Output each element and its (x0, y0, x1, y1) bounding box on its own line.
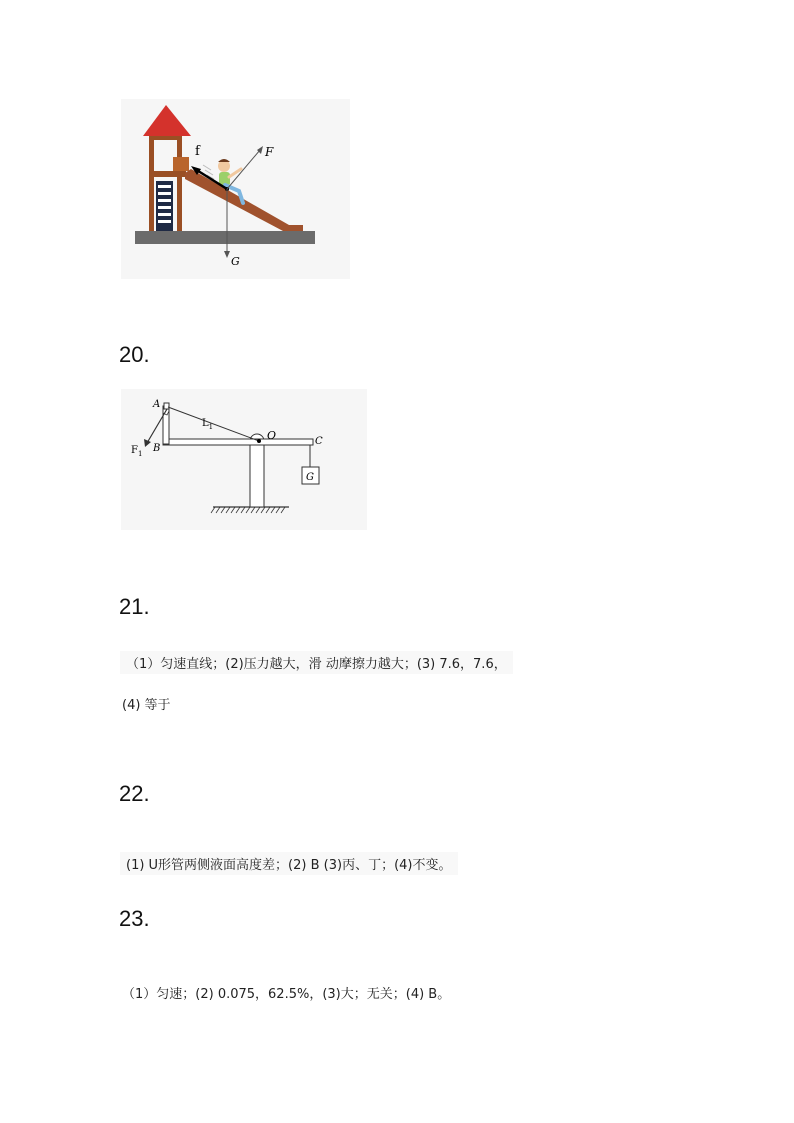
label-weight-G: G (306, 472, 314, 483)
label-f: f (195, 144, 200, 159)
label-F1: $F_1$ (131, 445, 143, 458)
label-L1: $L_1$ (202, 418, 214, 431)
label-A: A (153, 399, 161, 410)
slide-diagram (121, 99, 350, 279)
moment-arm-L1 (168, 407, 259, 441)
label-C: C (315, 436, 323, 447)
tower-roof (143, 105, 191, 136)
answer-22: (1) U形管两侧液面高度差；(2) B (3)丙、丁；(4)不变。 (120, 852, 458, 875)
slide-figure (121, 99, 350, 279)
label-F: F (265, 145, 274, 159)
tower-post-left (149, 136, 154, 231)
ground (135, 231, 315, 244)
answer-23: （1）匀速；(2) 0.075，62.5%，(3)大；无关；(4) B。 (122, 987, 451, 1002)
answer-21-line1: （1）匀速直线；(2)压力越大，滑 动摩擦力越大；(3) 7.6，7.6， (120, 651, 513, 674)
tower-platform (149, 171, 186, 177)
question-number-23: 23. (119, 906, 150, 931)
question-number-21: 21. (119, 594, 150, 619)
tower-post-right (177, 136, 182, 231)
lever-diagram (121, 389, 367, 530)
label-G: G (231, 255, 240, 268)
label-B: B (153, 443, 161, 454)
question-number-22: 22. (119, 781, 150, 806)
lever-figure (121, 389, 367, 530)
lever-bar (163, 439, 313, 445)
answer-21-line2: (4) 等于 (122, 698, 171, 713)
normal-force-arrow (227, 150, 260, 189)
question-number-20: 20. (119, 342, 150, 367)
support-post (250, 439, 264, 507)
label-O: O (267, 429, 277, 442)
box (173, 157, 189, 171)
